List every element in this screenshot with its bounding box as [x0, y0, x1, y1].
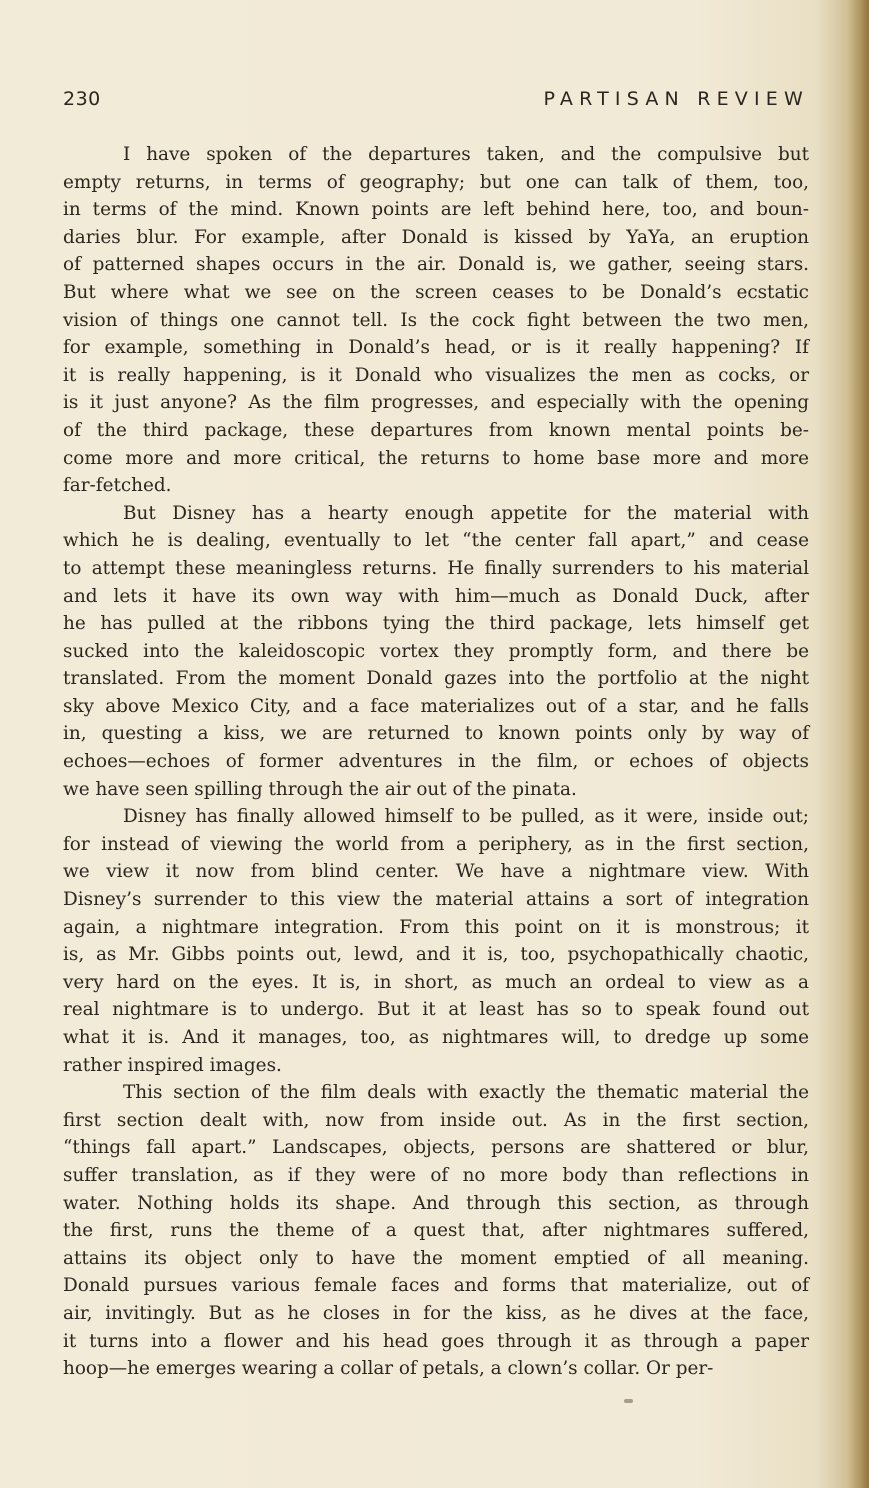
- text-line: daries blur. For example, after Donald is kissed by YaYa, an eruption: [63, 226, 809, 248]
- text-line: empty returns, in terms of geography; but one can talk of them, too,: [63, 171, 809, 193]
- ink-speck: [624, 1399, 633, 1403]
- text-line: in, questing a kiss, we are returned to known points only by way of: [63, 723, 809, 745]
- text-line: is, as Mr. Gibbs points out, lewd, and it is, too, psychopathically chaotic,: [63, 944, 809, 966]
- text-line: of the third package, these departures from known mental points be-: [63, 419, 809, 441]
- paragraph: [63, 1079, 809, 1383]
- text-line: This section of the film deals with exactly the thematic material the: [123, 1082, 809, 1104]
- text-line: far-fetched.: [63, 475, 172, 497]
- text-line: Disney has finally allowed himself to be pulled, as it were, inside out;: [123, 806, 809, 828]
- paragraph: [63, 141, 809, 500]
- text-line: we view it now from blind center. We have a nightmare view. With: [63, 861, 809, 883]
- text-line: which he is dealing, eventually to let “the center fall apart,” and cease: [63, 530, 809, 552]
- text-line: it turns into a flower and his head goes through it as through a paper: [63, 1330, 809, 1352]
- text-line: and lets it have its own way with him—much as Donald Duck, after: [63, 585, 809, 607]
- text-line: what it is. And it manages, too, as nightmares will, to dredge up some: [63, 1027, 809, 1048]
- text-line: sky above Mexico City, and a face materializes out of a star, and he falls: [63, 695, 809, 717]
- text-line: it is really happening, is it Donald who visualizes the men as cocks, or: [63, 364, 809, 386]
- text-line: for example, something in Donald’s head, or is it really happening? If: [63, 337, 809, 359]
- text-line: to attempt these meaningless returns. He finally surrenders to his material: [63, 557, 809, 579]
- text-line: is it just anyone? As the film progresses, and especially with the opening: [63, 392, 809, 414]
- text-line: very hard on the eyes. It is, in short, as much an ordeal to view as a: [63, 971, 809, 993]
- text-line: I have spoken of the departures taken, and the compulsive but: [123, 144, 809, 165]
- text-line: rather inspired images.: [63, 1054, 282, 1076]
- text-line: translated. From the moment Donald gazes into the portfolio at the night: [63, 668, 809, 690]
- text-line: Donald pursues various female faces and forms that materialize, out of: [63, 1275, 809, 1297]
- page-header: [63, 88, 809, 120]
- text-line: But where what we see on the screen ceases to be Donald’s ecstatic: [63, 281, 809, 303]
- page-number: 230: [63, 88, 101, 110]
- text-line: echoes—echoes of former adventures in the film, or echoes of objects: [63, 751, 809, 773]
- text-line: water. Nothing holds its shape. And through this section, as through: [63, 1192, 809, 1214]
- text-line: But Disney has a hearty enough appetite for the material with: [123, 502, 809, 524]
- text-line: “things fall apart.” Landscapes, objects, persons are shattered or blur,: [63, 1137, 809, 1159]
- text-line: again, a nightmare integration. From this point on it is monstrous; it: [63, 916, 809, 938]
- running-head: PARTISAN REVIEW: [543, 88, 809, 110]
- text-line: suffer translation, as if they were of no more body than reflections in: [63, 1164, 809, 1186]
- text-line: he has pulled at the ribbons tying the third package, lets himself get: [63, 613, 809, 635]
- text-line: in terms of the mind. Known points are left behind here, too, and boun-: [63, 199, 809, 221]
- text-line: for instead of viewing the world from a periphery, as in the first section,: [63, 833, 809, 855]
- text-line: vision of things one cannot tell. Is the cock fight between the two men,: [63, 309, 809, 331]
- text-line: real nightmare is to undergo. But it at least has so to speak found out: [63, 999, 809, 1021]
- text-line: Disney’s surrender to this view the material attains a sort of integration: [63, 889, 809, 911]
- text-line: come more and more critical, the returns to home base more and more: [63, 447, 809, 469]
- text-line: we have seen spilling through the air out of the pinata.: [63, 778, 577, 800]
- paragraph: [63, 803, 809, 1079]
- paragraph: [63, 500, 809, 804]
- text-line: sucked into the kaleidoscopic vortex they promptly form, and there be: [63, 640, 809, 662]
- text-line: the first, runs the theme of a quest that, after nightmares suffered,: [63, 1220, 809, 1242]
- page-edge-shadow: [847, 0, 869, 1488]
- text-line: air, invitingly. But as he closes in for the kiss, as he dives at the face,: [63, 1302, 809, 1324]
- body-text: [63, 141, 809, 1383]
- text-line: hoop—he emerges wearing a collar of petals, a clown’s collar. Or per-: [63, 1358, 714, 1380]
- text-line: first section dealt with, now from inside out. As in the first section,: [63, 1109, 809, 1131]
- text-line: of patterned shapes occurs in the air. Donald is, we gather, seeing stars.: [63, 254, 809, 276]
- text-line: attains its object only to have the moment emptied of all meaning.: [63, 1247, 809, 1269]
